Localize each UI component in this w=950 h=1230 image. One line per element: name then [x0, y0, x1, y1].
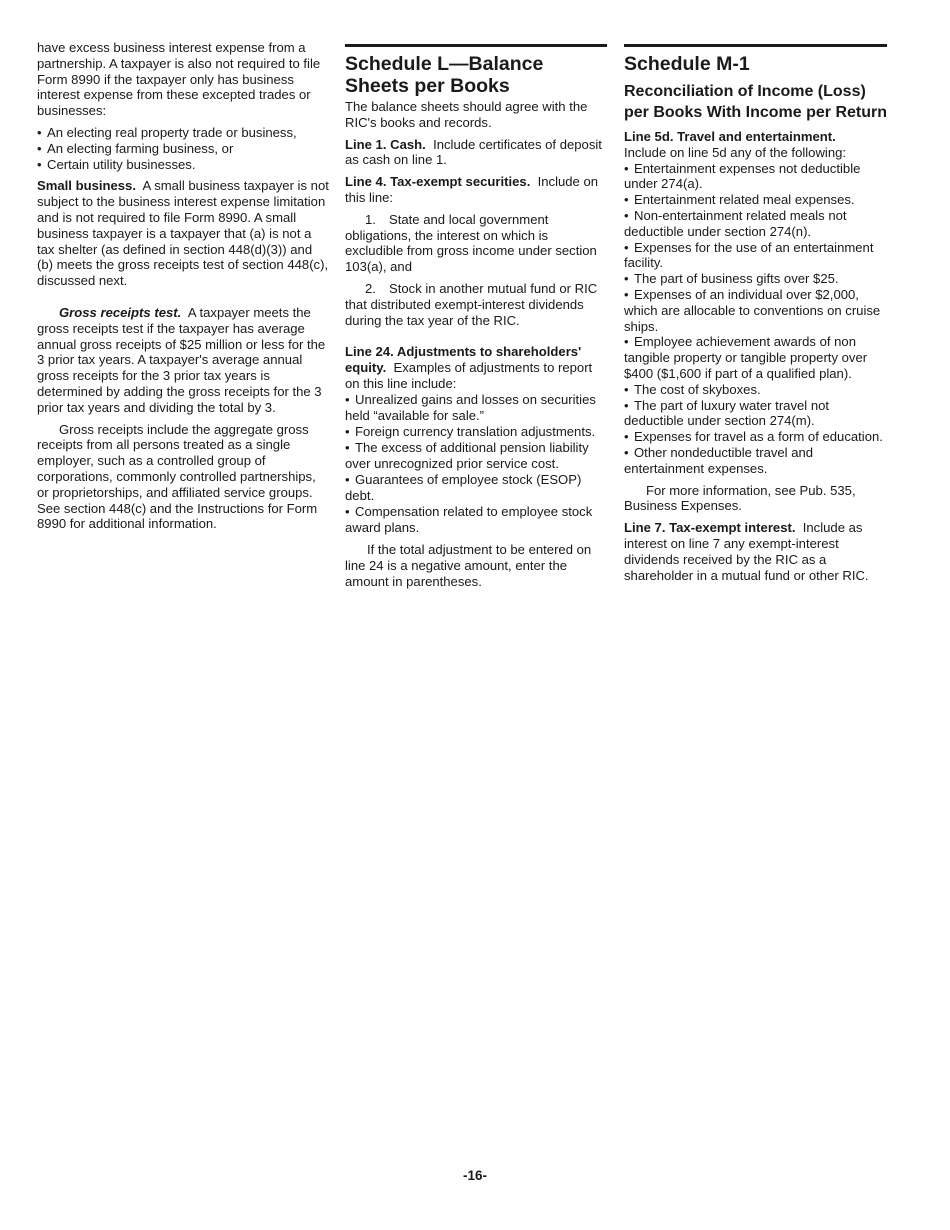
list-item: • Unrealized gains and losses on securities held “available for sale.” — [345, 392, 607, 424]
column-3 — [624, 40, 887, 589]
intro-paragraph: have excess business interest expense from a partnership. A taxpayer is also not required to file Form 8990 if the taxpayer only has business interest expense from these excepted trades or businesses: — [37, 40, 321, 119]
section-rule — [624, 44, 887, 47]
line4-paragraph — [345, 174, 607, 206]
line24-lead: Line 24. Adjustments to shareholders' equity. — [345, 344, 582, 376]
line24-paragraph — [345, 344, 607, 391]
line24-list — [345, 392, 607, 536]
list-item: • Guarantees of employee stock (ESOP) debt. — [345, 472, 607, 504]
list-item: • Entertainment related meal expenses. — [624, 192, 887, 208]
list-item: • An electing real property trade or business, — [37, 125, 329, 141]
line7-lead: Line 7. Tax-exempt interest. — [624, 520, 796, 536]
line7-paragraph — [624, 520, 887, 583]
line4-item-1: 1. State and local government obligations, the interest on which is excludible from gross income under section 103(a), and — [345, 211, 597, 275]
list-item: • The excess of additional pension liability over unrecognized prior service cost. — [345, 440, 607, 472]
column-1 — [37, 40, 329, 538]
list-item: • Entertainment expenses not deductible under 274(a). — [624, 161, 887, 193]
small-business-lead: Small business. — [37, 178, 136, 194]
line5d-body: Include on line 5d any of the following: — [624, 144, 847, 160]
column-2 — [345, 40, 607, 595]
excepted-businesses-list — [37, 125, 329, 172]
line24-body: Examples of adjustments to report on this line include: — [345, 360, 593, 391]
section-rule — [345, 44, 607, 47]
gross-receipts-paragraph — [37, 305, 329, 416]
schedule-l-intro: The balance sheets should agree with the RIC's books and records. — [345, 99, 588, 130]
line4-body: Include on this line: — [345, 174, 599, 205]
list-item: • Other nondeductible travel and entertainment expenses. — [624, 445, 887, 477]
small-business-body: A small business taxpayer is not subject to the business interest expense limitation and is not required to file Form 8990. A small business taxpayer is a taxpayer that (a) is not a tax shelter (as defined in section 448(d)(3)) and (b) meets the gross receipts test of section 448(c), discussed next. — [37, 178, 329, 289]
line1-paragraph — [345, 137, 607, 169]
list-item: • Expenses of an individual over $2,000, which are allocable to conventions on cruise ships. — [624, 287, 887, 334]
list-item: • The part of business gifts over $25. — [624, 271, 887, 287]
aggregate-receipts-paragraph: Gross receipts include the aggregate gross receipts from all persons treated as a single employer, such as a controlled group of corporations, commonly controlled partnerships, or proprietorships, and affiliated service groups. See section 448(c) and the Instructions for Form 8990 for additional information. — [37, 421, 318, 532]
gross-receipts-body: A taxpayer meets the gross receipts test if the taxpayer has average annual gross receipts of $25 million or less for the 3 prior tax years. A taxpayer's average annual gross receipts for the 3 prior tax years is determined by adding the gross receipts for the 3 prior tax years and dividing the total by 3. — [37, 304, 326, 415]
list-item: • An electing farming business, or — [37, 141, 329, 157]
gross-receipts-lead: Gross receipts test. — [59, 304, 182, 320]
schedule-m1-subheading: Reconciliation of Income (Loss) per Books With Income per Return — [624, 83, 887, 121]
list-item: • Non-entertainment related meals not deductible under section 274(n). — [624, 208, 887, 240]
list-item: • Employee achievement awards of non tangible property or tangible property over $400 ($1,600 if part of a qualified plan). — [624, 334, 887, 381]
line7-body: Include as interest on line 7 any exempt-interest dividends received by the RIC as a shareholder in a mutual fund or other RIC. — [624, 520, 869, 583]
list-item: • Expenses for travel as a form of education. — [624, 429, 887, 445]
list-item: • The part of luxury water travel not deductible under section 274(m). — [624, 398, 887, 430]
page-number: -16- — [462, 1168, 487, 1183]
schedule-m1-heading: Schedule M-1 — [624, 53, 750, 75]
list-item: • Expenses for the use of an entertainment facility. — [624, 240, 887, 272]
line1-lead: Line 1. Cash. — [345, 136, 426, 152]
negative-amount-paragraph: If the total adjustment to be entered on line 24 is a negative amount, enter the amount in parentheses. — [345, 541, 592, 589]
line4-item-2: 2. Stock in another mutual fund or RIC that distributed exempt-interest dividends during the tax year of the RIC. — [345, 280, 598, 328]
schedule-l-heading: Schedule L—Balance Sheets per Books — [345, 53, 544, 97]
line1-body: Include certificates of deposit as cash on line 1. — [345, 136, 602, 168]
list-item: • Certain utility businesses. — [37, 157, 329, 173]
line4-lead: Line 4. Tax-exempt securities. — [345, 174, 531, 190]
line5d-lead: Line 5d. Travel and entertainment. — [624, 129, 836, 144]
line5d-list — [624, 161, 887, 477]
more-info-paragraph: For more information, see Pub. 535, Business Expenses. — [624, 482, 856, 514]
list-item: • Compensation related to employee stock award plans. — [345, 504, 607, 536]
small-business-paragraph — [37, 178, 329, 289]
list-item: • The cost of skyboxes. — [624, 382, 887, 398]
list-item: • Foreign currency translation adjustments. — [345, 424, 607, 440]
line5d-paragraph — [624, 129, 887, 161]
